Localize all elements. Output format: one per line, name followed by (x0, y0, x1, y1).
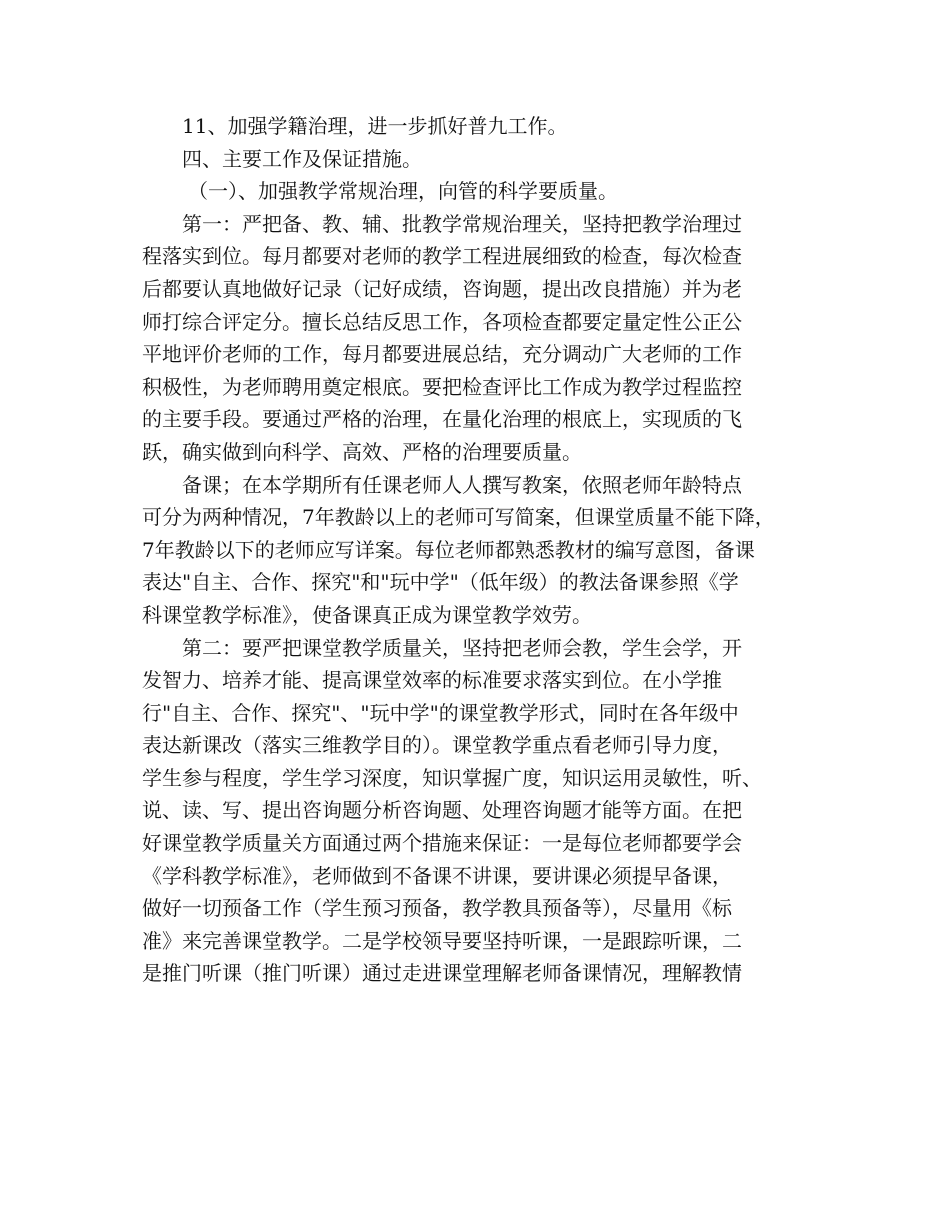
text-line: 科课堂教学标准》，使备课真正成为课堂教学效劳。 (142, 602, 592, 627)
text-line: 程落实到位。每月都要对老师的教学工程进展细致的检查，每次检查 (142, 244, 742, 269)
text-line: 发智力、培养才能、提高课堂效率的标准要求落实到位。在小学推 (142, 668, 722, 693)
text-line: 行"自主、合作、探究"、"玩中学"的课堂教学形式，同时在各年级中 (142, 700, 739, 725)
text-line: 做好一切预备工作（学生预习预备，教学教具预备等），尽量用《标 (142, 896, 732, 921)
document-body (142, 110, 812, 990)
text-line: （一）、加强教学常规治理，向管的科学要质量。 (188, 179, 618, 204)
text-line: 是推门听课（推门听课）通过走进课堂理解老师备课情况，理解教情 (142, 961, 742, 986)
text-line: 的主要手段。要通过严格的治理，在量化治理的根底上，实现质的飞 (142, 407, 742, 432)
text-line: 积极性，为老师聘用奠定根底。要把检查评比工作成为教学过程监控 (142, 374, 742, 399)
text-line: 平地评价老师的工作，每月都要进展总结，充分调动广大老师的工作 (142, 342, 742, 367)
text-line: 跃，确实做到向科学、高效、严格的治理要质量。 (142, 439, 582, 464)
text-line: 可分为两种情况，7年教龄以上的老师可写简案，但课堂质量不能下降， (142, 505, 775, 530)
text-line: 表达"自主、合作、探究"和"玩中学"（低年级）的教法备课参照《学 (142, 570, 739, 595)
text-line: 准》来完善课堂教学。二是学校领导要坚持听课，一是跟踪听课，二 (142, 928, 742, 953)
text-line: 《学科教学标准》，老师做到不备课不讲课，要讲课必须提早备课， (142, 863, 732, 888)
text-line: 7年教龄以下的老师应写详案。每位老师都熟悉教材的编写意图，备课 (142, 537, 755, 562)
text-line: 好课堂教学质量关方面通过两个措施来保证：一是每位老师都要学会 (142, 831, 742, 856)
text-line: 第一：严把备、教、辅、批教学常规治理关，坚持把教学治理过 (182, 211, 742, 236)
text-line: 11、加强学籍治理，进一步抓好普九工作。 (182, 114, 568, 138)
text-line: 四、主要工作及保证措施。 (182, 146, 422, 171)
text-line: 第二：要严把课堂教学质量关，坚持把老师会教，学生会学，开 (182, 635, 742, 660)
text-line: 学生参与程度，学生学习深度，知识掌握广度，知识运用灵敏性，听、 (142, 765, 762, 790)
text-line: 表达新课改（落实三维教学目的）。课堂教学重点看老师引导力度， (142, 733, 732, 758)
text-line: 备课；在本学期所有任课老师人人撰写教案，依照老师年龄特点 (182, 472, 742, 497)
text-line: 说、读、写、提出咨询题分析咨询题、处理咨询题才能等方面。在把 (142, 798, 742, 823)
text-line: 师打综合评定分。擅长总结反思工作，各项检查都要定量定性公正公 (142, 309, 742, 334)
text-line: 后都要认真地做好记录（记好成绩，咨询题，提出改良措施）并为老 (142, 276, 742, 301)
